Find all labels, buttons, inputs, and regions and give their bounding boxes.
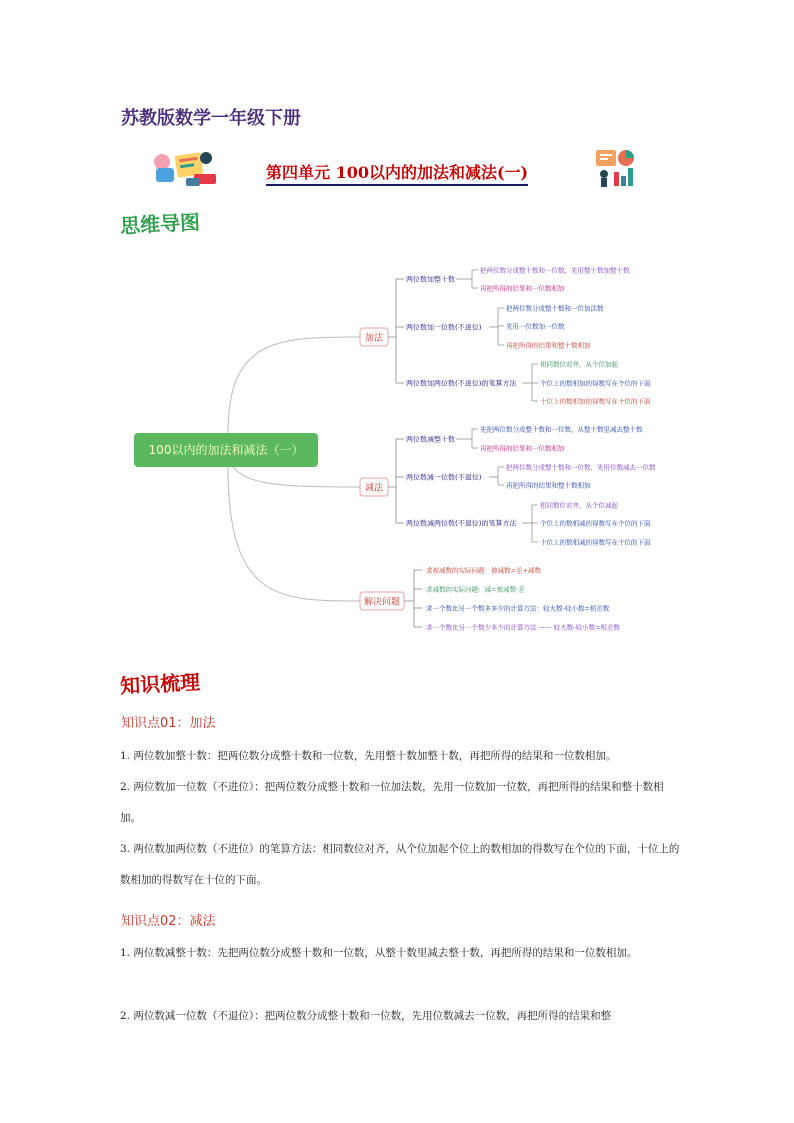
- knowledge-paragraph: 2. 两位数加一位数（不进位）：把两位数分成整十数和一位加法数，先用一位数加一位数，再把所得的结果和整十数相加。: [120, 781, 664, 824]
- sub-node-label: 两位数减整十数: [406, 435, 455, 444]
- leaf-bracket: [489, 308, 498, 345]
- problem-item-label: 求一个数比另一个数多多少的计算方法：较大数-较小数=相差数: [426, 604, 610, 613]
- knowledge-point-title: 知识点01：加法: [121, 716, 216, 731]
- chart-illustration-right: [594, 146, 638, 190]
- branch-label: 解决问题: [363, 597, 401, 608]
- leaf-label: 把两位数分成整十数和一位数，先用整十数加整十数: [480, 266, 630, 275]
- leaf-bracket: [522, 364, 532, 401]
- leaf-label: 十位上的数相减的得数写在十位的下面: [540, 538, 651, 547]
- leaf-label: 个位上的数相减的得数写在个位的下面: [540, 519, 651, 528]
- sub-node-label: 两位数加两位数(不进位)的笔算方法: [406, 379, 517, 388]
- mind-map-heading: 思维导图: [119, 209, 201, 239]
- leaf-bracket: [456, 270, 472, 288]
- knowledge-point-title: 知识点02：减法: [121, 914, 216, 929]
- leaf-label: 先用一位数加一位数: [506, 322, 565, 331]
- leaf-label: 再把所得的结果和整十数相加: [506, 341, 591, 350]
- sub-node-label: 两位数减两位数(不退位)的笔算方法: [406, 519, 517, 528]
- branch-label: 减法: [364, 483, 384, 494]
- knowledge-paragraph: 2. 两位数减一位数（不退位）：把两位数分成整十数和一位数，先用位数减去一位数，再把所得的结果和整: [120, 1010, 612, 1022]
- leaf-label: 把两位数分成整十数和一位数，先用位数减去一位数: [506, 463, 656, 472]
- leaf-label: 再把所得的结果和一位数相加: [480, 284, 565, 293]
- leaf-label: 先把两位数分成整十数和一位数，从整十数里减去整十数: [480, 425, 643, 434]
- leaf-label: 再把所得的结果和整十数相加: [506, 481, 591, 490]
- leaf-label: 十位上的数相加的得数写在十位的下面: [540, 397, 651, 406]
- leaf-bracket: [489, 467, 498, 485]
- knowledge-paragraph: 1. 两位数减整十数：先把两位数分成整十数和一位数，从整十数里减去整十数，再把所得的结果和一位数相加。: [120, 947, 638, 959]
- sub-node-label: 两位数加一位数(不进位): [406, 323, 482, 332]
- sub-node-label: 两位数减一位数(不退位): [406, 473, 482, 482]
- knowledge-heading: 知识梳理: [119, 669, 201, 699]
- study-illustration-left: [150, 148, 222, 188]
- problem-item-label: 求减数的实际问题：减=被减数-差: [426, 585, 525, 594]
- leaf-label: 把两位数分成整十数和一位加法数: [506, 304, 604, 313]
- branch-bracket: [404, 570, 414, 627]
- knowledge-paragraph: 3. 两位数加两位数（不进位）的笔算方法：相同数位对齐，从个位加起个位上的数相加的得数写在个位的下面，十位上的数相加的得数写在十位的下面。: [120, 843, 680, 886]
- leaf-label: 相同数位对齐，从个位减起: [540, 501, 618, 510]
- branch-bracket: [388, 439, 396, 523]
- leaf-label: 再把所得的结果和一位数相加: [480, 444, 565, 453]
- problem-item-label: 求被减数的实际问题：被减数=差+减数: [426, 566, 541, 575]
- root-label: 100以内的加法和减法（一）: [148, 443, 304, 457]
- leaf-bracket: [456, 429, 472, 448]
- branch-label: 加法: [364, 333, 384, 344]
- unit-title: 第四单元 100以内的加法和减法(一): [266, 160, 528, 186]
- branch-bracket: [388, 279, 396, 383]
- mind-map: [0, 250, 794, 640]
- leaf-label: 个位上的数相加的得数写在个位的下面: [540, 379, 651, 388]
- book-title: 苏教版数学一年级下册: [121, 108, 301, 129]
- leaf-label: 相同数位对齐，从个位加起: [540, 360, 618, 369]
- branch-connector: [228, 337, 360, 433]
- leaf-bracket: [522, 505, 532, 542]
- sub-node-label: 两位数加整十数: [406, 275, 455, 284]
- knowledge-paragraph: 1. 两位数加整十数：把两位数分成整十数和一位数，先用整十数加整十数，再把所得的结果和一位数相加。: [120, 750, 617, 762]
- problem-item-label: 求一个数比另一个数少多少的计算方法 —— 较大数-较小数=相差数: [426, 623, 620, 632]
